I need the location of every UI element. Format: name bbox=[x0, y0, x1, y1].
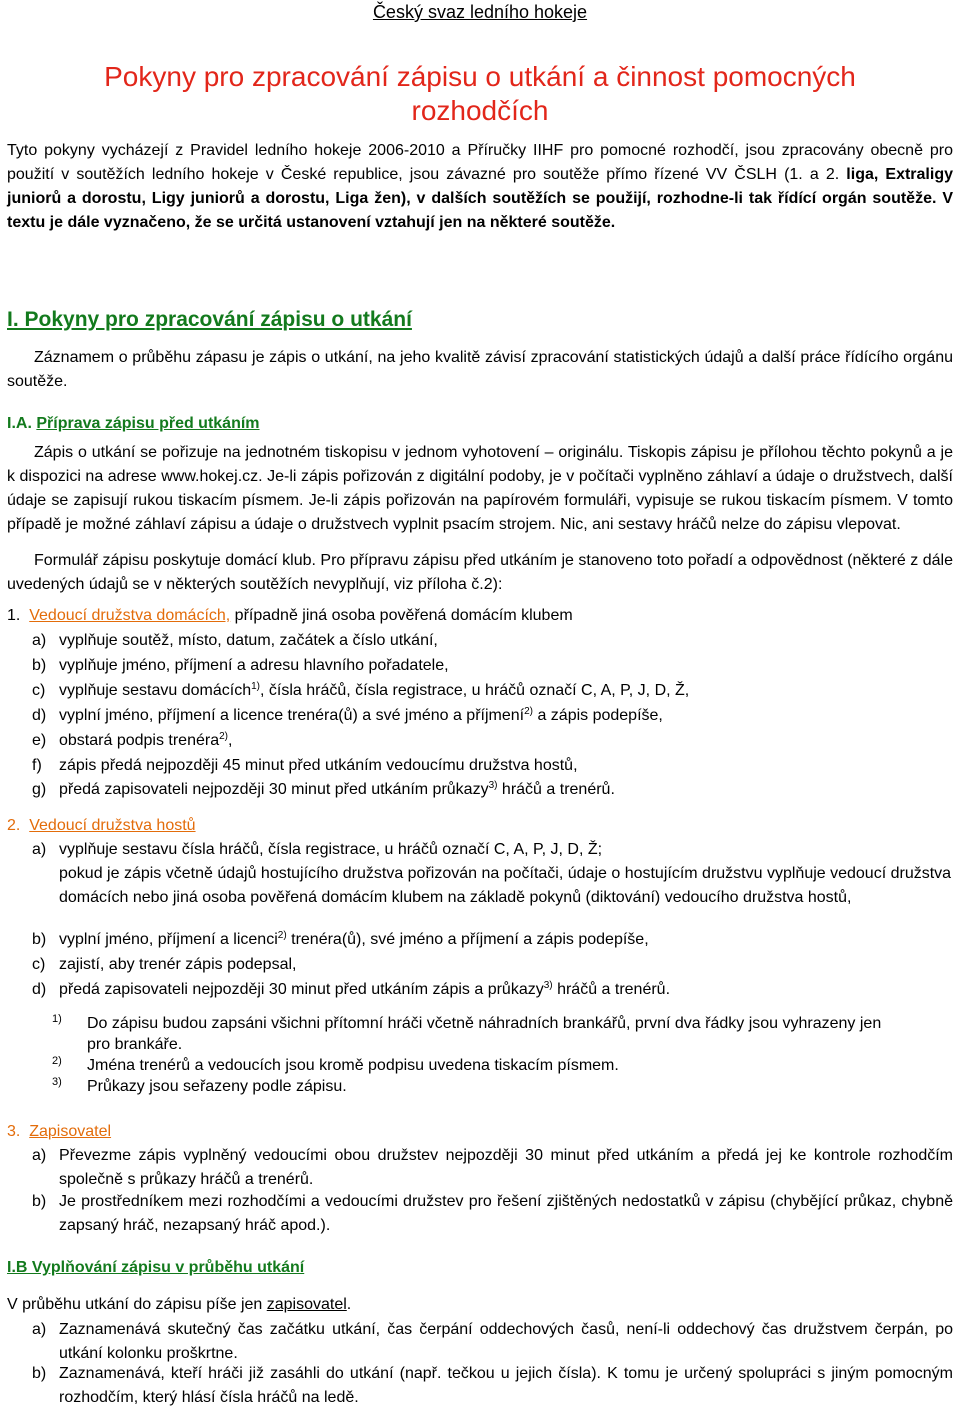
item-text-pre: obstará podpis trenéra bbox=[59, 732, 220, 749]
title-line-1: Pokyny pro zpracování zápisu o utkání a činnost pomocných bbox=[104, 61, 856, 92]
list-3-item-b bbox=[32, 1190, 953, 1238]
section-1-paragraph: Záznamem o průběhu zápasu je zápis o utkání, na jeho kvalitě závisí zpracování statistických údajů a další práce řídícího orgánu soutěže. bbox=[7, 349, 953, 390]
list-1-title: Vedoucí družstva domácích, bbox=[29, 607, 231, 624]
footnote-ref: 1) bbox=[251, 681, 261, 692]
item-text-pre: vyplní jméno, příjmení a licenci bbox=[59, 931, 278, 948]
item-text bbox=[59, 679, 953, 703]
item-text-post: hráčů a trenérů. bbox=[552, 981, 671, 998]
item-text: Je prostředníkem mezi rozhodčími a vedoucími družstev pro řešení zjištěných nedostatků v zápisu (chybějící průkaz, chybně zapsaný hráč, nezapsaný hráč apod.). bbox=[59, 1193, 953, 1234]
list-3-title: Zapisovatel bbox=[29, 1123, 112, 1140]
item-text: vyplňuje jméno, příjmení a adresu hlavního pořadatele, bbox=[59, 657, 449, 674]
section-a-title: Příprava zápisu před utkáním bbox=[36, 415, 260, 432]
section-a-prefix: I.A. bbox=[7, 415, 32, 432]
list-3-header bbox=[7, 1120, 111, 1144]
list-1-title-rest: případně jiná osoba pověřená domácím klubem bbox=[230, 607, 573, 624]
intro-tail-text: V textu je dále vyznačeno, že se určitá ustanovení vztahují jen na některé soutěže. bbox=[7, 190, 953, 231]
list-2-number: 2. bbox=[7, 817, 21, 834]
section-a-paragraph-2: Formulář zápisu poskytuje domácí klub. Pro přípravu zápisu před utkáním je stanoveno toto pořadí a odpovědnost (některé z dále uvedených údajů se v některých soutěžích nevyplňují, viz příloha č.2): bbox=[7, 552, 953, 593]
list-1-number: 1. bbox=[7, 607, 21, 624]
list-1-item-f bbox=[32, 754, 953, 778]
footnote-mark: 3) bbox=[52, 1076, 62, 1088]
footnote-ref: 2) bbox=[219, 731, 229, 742]
item-marker: a) bbox=[32, 1321, 47, 1338]
item-text-pre: vyplňuje sestavu domácích bbox=[59, 682, 252, 699]
item-marker: a) bbox=[32, 632, 47, 649]
zapisovatel-term: zapisovatel bbox=[266, 1296, 347, 1313]
item-text: Zaznamenává skutečný čas začátku utkání, čas čerpání oddechových časů, není-li oddechový čas družstvem čerpán, po utkání kolonku proškrtne. bbox=[59, 1321, 953, 1362]
list-1-header bbox=[7, 604, 573, 628]
item-text-pre: vyplní jméno, příjmení a licence trenéra(ů) a své jméno a příjmení bbox=[59, 707, 525, 724]
item-text: zajistí, aby trenér zápis podepsal, bbox=[59, 956, 297, 973]
item-text-post: trenéra(ů), své jméno a příjmení a zápis podepíše, bbox=[286, 931, 649, 948]
list-1-item-e bbox=[32, 729, 953, 753]
item-marker: c) bbox=[32, 956, 46, 973]
item-text bbox=[59, 778, 953, 802]
item-text-pre: předá zapisovateli nejpozději 30 minut před utkáním zápis a průkazy bbox=[59, 981, 544, 998]
list-1-item-c bbox=[32, 679, 953, 703]
item-marker: b) bbox=[32, 1365, 47, 1382]
footnote-1 bbox=[52, 1013, 892, 1055]
section-b-intro bbox=[7, 1293, 953, 1317]
section-a-heading bbox=[7, 415, 260, 433]
list-2-header bbox=[7, 814, 196, 838]
item-text-post: a zápis podepíše, bbox=[533, 707, 663, 724]
section-a-paragraph-1: Zápis o utkání se pořizuje na jednotném tiskopisu v jednom vyhotovení – originálu. Tiskopis zápisu je přílohou těchto pokynů a je k dispozici na adrese www.hokej.cz. Je-li zápis pořizován z digitální podoby, je v počítači vyplněno záhlaví a údaje o družstvech, další údaje se zapisují rukou tiskacím písmem. Je-li zápis pořizován na papírovém formuláři, vypisuje se rukou tiskacím písmem. V tomto případě je možné záhlaví zápisu a údaje o družstvech vyplnit psacím strojem. Nic, ani sestavy hráčů nelze do zápisu vlepovat. bbox=[7, 444, 953, 533]
footnote-2 bbox=[52, 1055, 892, 1076]
item-text bbox=[59, 704, 953, 728]
item-text-post: , bbox=[228, 732, 233, 749]
list-2-item-d bbox=[32, 978, 953, 1002]
footnote-ref: 3) bbox=[488, 780, 498, 791]
footnote-ref: 2) bbox=[277, 930, 287, 941]
list-1-item-g bbox=[32, 778, 953, 802]
item-marker: a) bbox=[32, 841, 47, 858]
section-b-intro-text: V průběhu utkání do zápisu píše jen bbox=[7, 1296, 267, 1313]
section-b-item-b bbox=[32, 1362, 953, 1410]
list-3-number: 3. bbox=[7, 1123, 21, 1140]
footnote-mark: 1) bbox=[52, 1013, 62, 1025]
item-marker: d) bbox=[32, 707, 47, 724]
section-b-heading: I.B Vyplňování zápisu v průběhu utkání bbox=[7, 1259, 305, 1276]
section-b-intro-end: . bbox=[346, 1296, 352, 1313]
item-text bbox=[59, 978, 953, 1002]
item-text: vyplňuje soutěž, místo, datum, začátek a číslo utkání, bbox=[59, 632, 438, 649]
item-marker: b) bbox=[32, 931, 47, 948]
list-1-item-b bbox=[32, 654, 953, 678]
list-2-title: Vedoucí družstva hostů bbox=[29, 817, 196, 834]
footnote-ref: 2) bbox=[524, 706, 533, 717]
section-1-heading: I. Pokyny pro zpracování zápisu o utkání bbox=[7, 308, 412, 331]
item-marker: d) bbox=[32, 981, 47, 998]
list-1-item-d bbox=[32, 704, 953, 728]
item-text-post: hráčů a trenérů. bbox=[497, 781, 615, 798]
footnote-ref: 3) bbox=[543, 980, 553, 991]
list-1-item-a bbox=[32, 629, 953, 653]
footnote-3 bbox=[52, 1076, 892, 1097]
item-text bbox=[59, 928, 953, 952]
footnote-mark: 2) bbox=[52, 1055, 62, 1067]
item-marker: b) bbox=[32, 1193, 47, 1210]
footnote-text: Do zápisu budou zapsáni všichni přítomní hráči včetně náhradních brankářů, první dva řádky jsou vyhrazeny jen pro brankáře. bbox=[87, 1015, 882, 1053]
footnote-text: Průkazy jsou seřazeny podle zápisu. bbox=[87, 1078, 347, 1095]
item-marker: c) bbox=[32, 682, 46, 699]
item-marker: f) bbox=[32, 757, 42, 774]
list-2-item-c bbox=[32, 953, 953, 977]
item-text: zápis předá nejpozději 45 minut před utkáním vedoucímu družstva hostů, bbox=[59, 757, 578, 774]
item-text: Převezme zápis vyplněný vedoucími obou družstev nejpozději 30 minut před utkáním a předá jej ke kontrole rozhodčím společně s průkazy hráčů a trenérů. bbox=[59, 1147, 953, 1188]
item-text-post: , čísla hráčů, čísla registrace, u hráčů označí C, A, P, J, D, Ž, bbox=[260, 682, 690, 699]
organization-name: Český svaz ledního hokeje bbox=[372, 2, 588, 22]
title-line-2: rozhodčích bbox=[411, 95, 549, 126]
intro-paragraph bbox=[7, 139, 953, 235]
intro-text: Tyto pokyny vycházejí z Pravidel ledního hokeje 2006-2010 a Příručky IIHF pro pomocné rozhodčí, jsou zpracovány obecně pro použití v soutěžích ledního hokeje v České republice, jsou závazné pro soutěže přímo řízené VV ČSLH (1. a 2. bbox=[7, 142, 953, 183]
item-text: vyplňuje sestavu čísla hráčů, čísla registrace, u hráčů označí C, A, P, J, D, Ž; bbox=[59, 841, 603, 858]
item-marker: a) bbox=[32, 1147, 47, 1164]
list-2-item-b bbox=[32, 928, 953, 952]
list-3-item-a bbox=[32, 1144, 953, 1192]
list-2-item-a bbox=[32, 838, 953, 862]
item-text bbox=[59, 729, 953, 753]
document-title bbox=[20, 60, 940, 128]
item-text: Zaznamenává, kteří hráči již zasáhli do utkání (např. tečkou u jejich čísla). K tomu je určený spolupráci s jiným pomocným rozhodčím, který hlásí čísla hráčů na ledě. bbox=[59, 1365, 953, 1406]
list-2-item-a-continuation: pokud je zápis včetně údajů hostujícího družstva pořizován na počítači, údaje o hostujícím družstvu vyplňuje vedoucí družstva domácích nebo jiná osoba pověřená domácím klubem na základě pokynů (diktování) vedoucího družstva hostů, bbox=[59, 865, 952, 906]
intro-bold-text: liga, Extraligy juniorů a dorostu, Ligy juniorů a dorostu, Liga žen), v dalších soutěžích se použijí, rozhodne-li tak řídící orgán soutěže. bbox=[7, 166, 953, 207]
section-b-item-a bbox=[32, 1318, 953, 1366]
item-marker: e) bbox=[32, 732, 47, 749]
item-marker: g) bbox=[32, 781, 47, 798]
item-marker: b) bbox=[32, 657, 47, 674]
footnote-text: Jména trenérů a vedoucích jsou kromě podpisu uvedena tiskacím písmem. bbox=[87, 1057, 619, 1074]
item-text-pre: předá zapisovateli nejpozději 30 minut před utkáním průkazy bbox=[59, 781, 489, 798]
